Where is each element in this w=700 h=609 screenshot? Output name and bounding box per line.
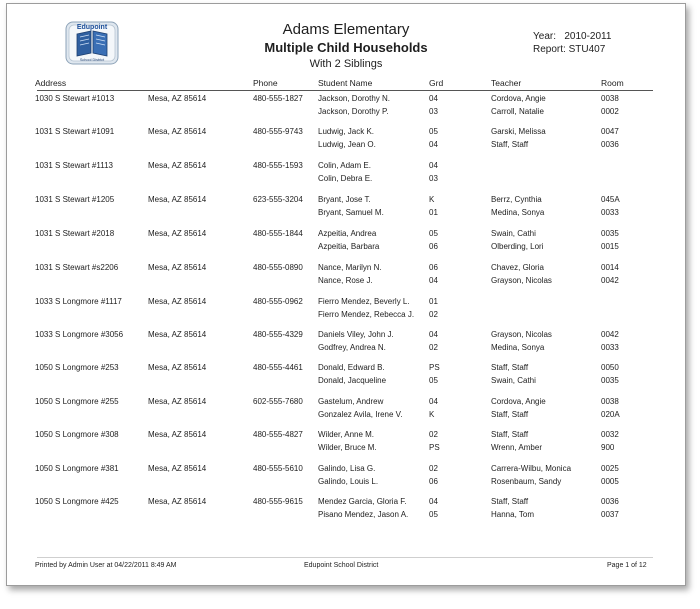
student-teacher: Medina, Sonya (491, 208, 545, 217)
student-teacher: Garski, Melissa (491, 127, 546, 136)
student-teacher: Berrz, Cynthia (491, 195, 542, 204)
student-name: Wilder, Anne M. (318, 430, 375, 439)
student-name: Godfrey, Andrea N. (318, 343, 386, 352)
household-phone: 480-555-0890 (253, 263, 303, 272)
household-address: 1050 S Longmore #381 (35, 464, 119, 473)
report-id: STU407 (568, 44, 606, 55)
student-grade: 05 (429, 510, 438, 519)
column-header-student: Student Name (318, 78, 373, 88)
student-grade: 04 (429, 330, 438, 339)
student-name: Nance, Marilyn N. (318, 263, 382, 272)
household-city: Mesa, AZ 85614 (148, 229, 207, 238)
column-header-grade: Grd (429, 78, 444, 88)
student-teacher: Cordova, Angie (491, 94, 546, 103)
student-grade: 02 (429, 430, 438, 439)
student-grade: PS (429, 443, 440, 452)
student-name: Colin, Debra E. (318, 174, 373, 183)
student-name: Wilder, Bruce M. (318, 443, 377, 452)
student-name: Fierro Mendez, Rebecca J. (318, 310, 415, 319)
column-header-address: Address (35, 78, 67, 88)
logo-subtext: School District (79, 58, 105, 62)
student-name: Ludwig, Jean O. (318, 140, 376, 149)
student-room: 0033 (601, 208, 619, 217)
student-name: Gonzalez Avila, Irene V. (318, 410, 403, 419)
student-teacher: Staff, Staff (491, 430, 529, 439)
household-city: Mesa, AZ 85614 (148, 297, 207, 306)
student-room: 0005 (601, 477, 619, 486)
student-grade: PS (429, 363, 440, 372)
student-grade: 04 (429, 497, 438, 506)
student-teacher: Wrenn, Amber (491, 443, 542, 452)
student-name: Galindo, Louis L. (318, 477, 379, 486)
student-teacher: Cordova, Angie (491, 397, 546, 406)
household-city: Mesa, AZ 85614 (148, 263, 207, 272)
report-meta (533, 30, 611, 56)
household-phone: 480-555-0962 (253, 297, 303, 306)
student-room: 0014 (601, 263, 619, 272)
household-city: Mesa, AZ 85614 (148, 397, 207, 406)
student-grade: 02 (429, 310, 438, 319)
student-name: Jackson, Dorothy P. (318, 107, 389, 116)
household-phone: 480-555-4461 (253, 363, 303, 372)
student-grade: 05 (429, 127, 438, 136)
student-teacher: Grayson, Nicolas (491, 276, 552, 285)
report-title: Multiple Child Households (264, 40, 428, 55)
student-name: Donald, Jacqueline (318, 376, 387, 385)
student-name: Fierro Mendez, Beverly L. (318, 297, 410, 306)
student-grade: 03 (429, 174, 438, 183)
household-city: Mesa, AZ 85614 (148, 363, 207, 372)
household-address: 1031 S Stewart #1091 (35, 127, 115, 136)
household-phone: 480-555-4329 (253, 330, 303, 339)
student-room: 045A (601, 195, 620, 204)
household-phone: 480-555-9743 (253, 127, 303, 136)
household-city: Mesa, AZ 85614 (148, 94, 207, 103)
household-address: 1050 S Longmore #255 (35, 397, 119, 406)
household-city: Mesa, AZ 85614 (148, 127, 207, 136)
logo-text: Edupoint (76, 24, 108, 31)
student-room: 0015 (601, 242, 619, 251)
household-address: 1031 S Stewart #1205 (35, 195, 115, 204)
student-room: 0032 (601, 430, 619, 439)
student-grade: 04 (429, 276, 438, 285)
student-room: 0037 (601, 510, 619, 519)
page-number: Page 1 of 12 (607, 562, 647, 569)
student-teacher: Staff, Staff (491, 140, 529, 149)
header-rule (37, 90, 653, 91)
student-grade: 05 (429, 376, 438, 385)
household-address: 1033 S Longmore #3056 (35, 330, 124, 339)
household-address: 1030 S Stewart #1013 (35, 94, 115, 103)
student-teacher: Rosenbaum, Sandy (491, 477, 562, 486)
household-address: 1031 S Stewart #1113 (35, 161, 113, 170)
household-phone: 480-555-4827 (253, 430, 303, 439)
student-teacher: Staff, Staff (491, 497, 529, 506)
household-city: Mesa, AZ 85614 (148, 464, 207, 473)
column-header-room: Room (601, 78, 624, 88)
student-room: 0002 (601, 107, 619, 116)
household-phone: 480-555-1593 (253, 161, 303, 170)
student-room: 0042 (601, 276, 619, 285)
school-name: Adams Elementary (282, 21, 410, 38)
student-grade: K (429, 195, 435, 204)
household-city: Mesa, AZ 85614 (148, 330, 207, 339)
student-grade: 01 (429, 208, 438, 217)
student-teacher: Medina, Sonya (491, 343, 545, 352)
student-grade: 01 (429, 297, 438, 306)
student-teacher: Swain, Cathi (491, 229, 536, 238)
student-name: Pisano Mendez, Jason A. (318, 510, 409, 519)
student-room: 0038 (601, 397, 619, 406)
student-name: Jackson, Dorothy N. (318, 94, 391, 103)
student-grade: 06 (429, 242, 438, 251)
student-teacher: Olberding, Lori (491, 242, 544, 251)
footer-rule (37, 557, 653, 558)
student-grade: 02 (429, 343, 438, 352)
student-room: 900 (601, 443, 615, 452)
column-header-teacher: Teacher (491, 78, 522, 88)
household-phone: 480-555-5610 (253, 464, 303, 473)
household-address: 1033 S Longmore #1117 (35, 297, 122, 306)
household-city: Mesa, AZ 85614 (148, 430, 207, 439)
student-teacher: Hanna, Tom (491, 510, 534, 519)
student-teacher: Staff, Staff (491, 410, 529, 419)
student-room: 0036 (601, 497, 619, 506)
year-value: 2010-2011 (564, 31, 612, 42)
student-name: Donald, Edward B. (318, 363, 385, 372)
household-address: 1050 S Longmore #425 (35, 497, 119, 506)
student-grade: 04 (429, 140, 438, 149)
student-name: Gastelum, Andrew (318, 397, 384, 406)
report-page (6, 3, 686, 586)
student-room: 0035 (601, 376, 619, 385)
household-city: Mesa, AZ 85614 (148, 497, 207, 506)
household-phone: 480-555-1844 (253, 229, 303, 238)
student-name: Galindo, Lisa G. (318, 464, 376, 473)
report-label: Report: (533, 44, 566, 55)
student-grade: 05 (429, 229, 438, 238)
student-name: Nance, Rose J. (318, 276, 373, 285)
household-city: Mesa, AZ 85614 (148, 195, 207, 204)
student-grade: 02 (429, 464, 438, 473)
student-teacher: Swain, Cathi (491, 376, 536, 385)
student-name: Daniels Viley, John J. (318, 330, 394, 339)
household-address: 1031 S Stewart #s2206 (35, 263, 119, 272)
district-name: Edupoint School District (304, 562, 379, 569)
student-room: 0050 (601, 363, 619, 372)
household-address: 1050 S Longmore #253 (35, 363, 119, 372)
student-room: 0042 (601, 330, 619, 339)
student-teacher: Carrera-Wilbu, Monica (491, 464, 572, 473)
household-address: 1050 S Longmore #308 (35, 430, 119, 439)
student-teacher: Grayson, Nicolas (491, 330, 552, 339)
student-teacher: Chavez, Gloria (491, 263, 544, 272)
column-header-phone: Phone (253, 78, 278, 88)
household-phone: 480-555-9615 (253, 497, 303, 506)
student-grade: 04 (429, 397, 438, 406)
student-grade: 03 (429, 107, 438, 116)
student-grade: 06 (429, 477, 438, 486)
student-grade: 04 (429, 161, 438, 170)
household-phone: 480-555-1827 (253, 94, 303, 103)
student-room: 0035 (601, 229, 619, 238)
student-name: Ludwig, Jack K. (318, 127, 375, 136)
printed-by: Printed by Admin User at 04/22/2011 8:49 AM (35, 562, 177, 569)
household-city: Mesa, AZ 85614 (148, 161, 207, 170)
student-name: Azpeitia, Andrea (318, 229, 377, 238)
student-grade: 04 (429, 94, 438, 103)
student-name: Colin, Adam E. (318, 161, 371, 170)
student-name: Bryant, Samuel M. (318, 208, 384, 217)
student-name: Mendez Garcia, Gloria F. (318, 497, 407, 506)
report-subtitle: With 2 Siblings (309, 58, 383, 70)
student-grade: K (429, 410, 435, 419)
student-room: 0036 (601, 140, 619, 149)
household-phone: 623-555-3204 (253, 195, 303, 204)
student-name: Bryant, Jose T. (318, 195, 371, 204)
student-name: Azpeitia, Barbara (318, 242, 380, 251)
student-teacher: Staff, Staff (491, 363, 529, 372)
student-room: 0025 (601, 464, 619, 473)
student-room: 0047 (601, 127, 619, 136)
student-teacher: Carroll, Natalie (491, 107, 544, 116)
student-grade: 06 (429, 263, 438, 272)
household-phone: 602-555-7680 (253, 397, 303, 406)
student-room: 020A (601, 410, 620, 419)
year-label: Year: (533, 31, 556, 42)
student-room: 0038 (601, 94, 619, 103)
student-room: 0033 (601, 343, 619, 352)
household-address: 1031 S Stewart #2018 (35, 229, 115, 238)
